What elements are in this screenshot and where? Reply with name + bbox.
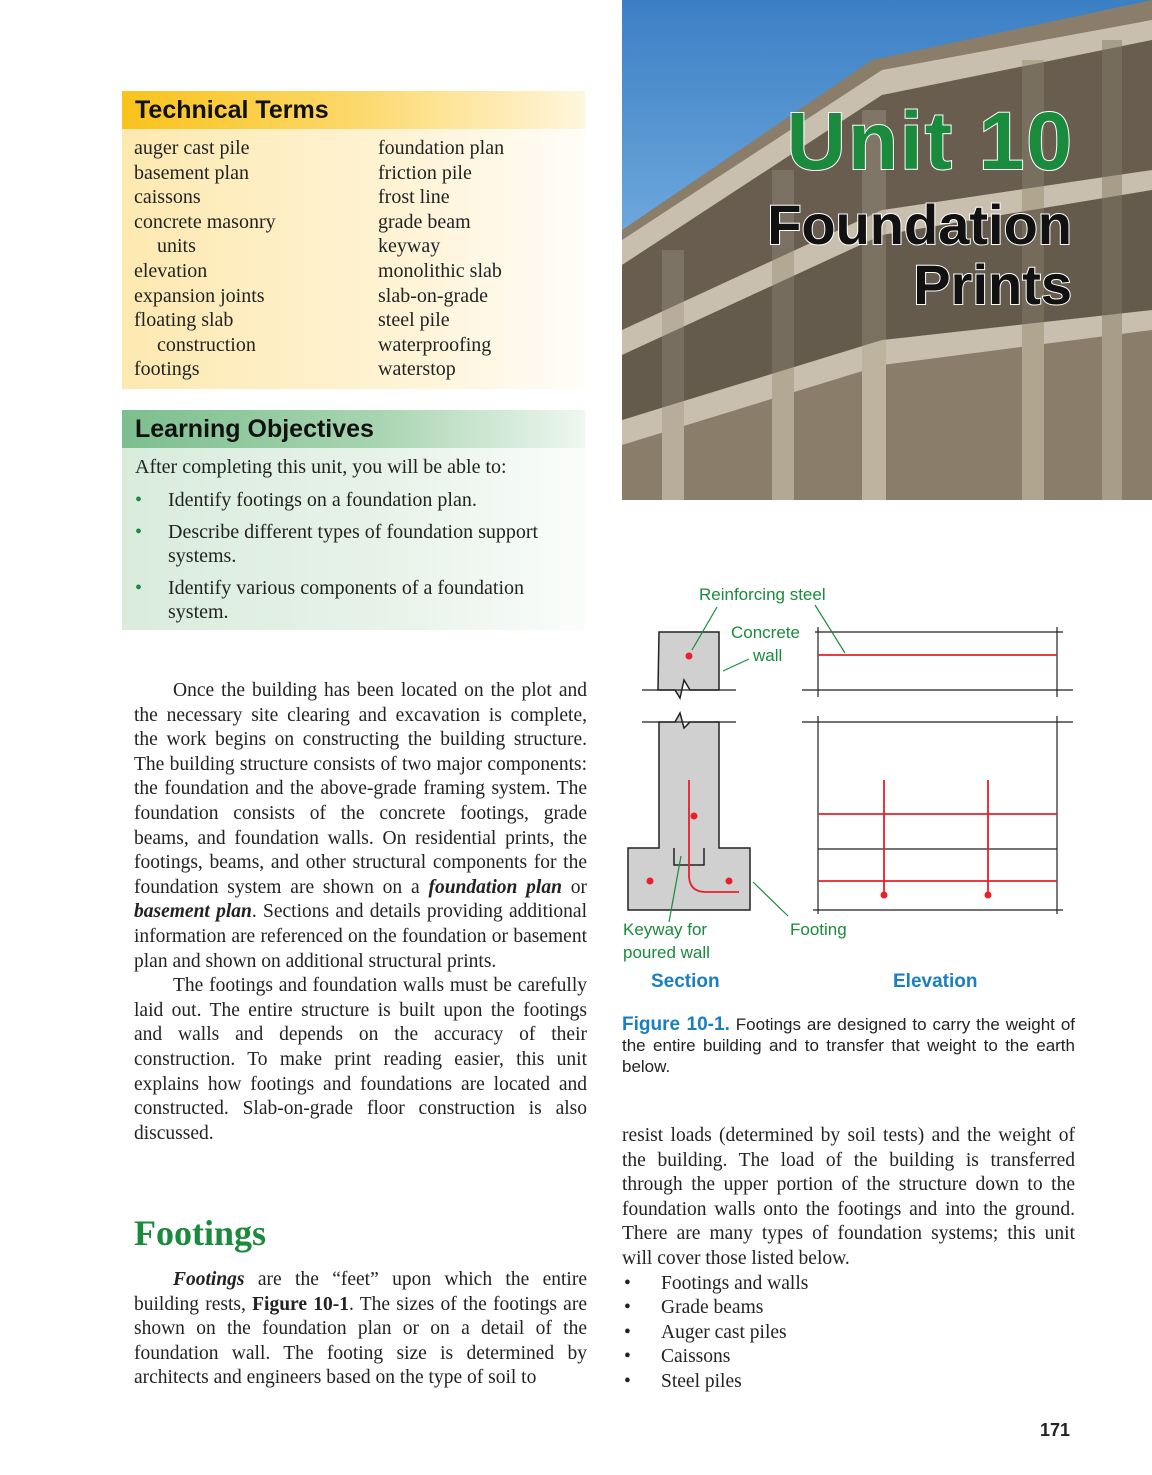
term: floating slab bbox=[134, 309, 234, 332]
list-item: • Auger cast piles bbox=[624, 1321, 787, 1343]
label-keyway: Keyway for bbox=[623, 920, 708, 939]
term: expansion joints bbox=[134, 284, 265, 307]
figure-10-1-diagram bbox=[620, 580, 1080, 1000]
term-foundation-plan: foundation plan bbox=[428, 876, 562, 898]
term: concrete masonry bbox=[134, 210, 276, 233]
wall-section-top bbox=[658, 632, 719, 698]
objectives-intro: After completing this unit, you will be able to: bbox=[135, 456, 507, 478]
label-concrete: Concrete bbox=[731, 623, 800, 642]
list-item: • Caissons bbox=[624, 1346, 731, 1368]
label-footing: Footing bbox=[790, 920, 847, 939]
list-item: • Grade beams bbox=[624, 1297, 764, 1319]
figure-label: Figure 10-1. bbox=[622, 1014, 730, 1035]
figure-caption: Figure 10-1. Footings are designed to carry the weight of the entire building and to transfer that weight to the earth below. bbox=[622, 1014, 1075, 1076]
figure-reference[interactable]: Figure 10-1 bbox=[252, 1293, 349, 1315]
label-poured-wall: poured wall bbox=[623, 943, 710, 962]
label-section: Section bbox=[651, 971, 720, 992]
term: monolithic slab bbox=[378, 259, 502, 282]
term: construction bbox=[157, 333, 256, 356]
term: units bbox=[157, 235, 196, 258]
bullet-icon: • bbox=[135, 577, 143, 599]
term: friction pile bbox=[378, 161, 472, 184]
section-heading-footings: Footings bbox=[134, 1213, 267, 1253]
term: waterproofing bbox=[378, 333, 492, 356]
term: keyway bbox=[378, 235, 441, 258]
term: auger cast pile bbox=[134, 137, 250, 159]
body-column-left bbox=[134, 679, 587, 1146]
objective-item: • Identify various components of a foundation system. bbox=[135, 577, 525, 623]
term: frost line bbox=[378, 186, 450, 209]
label-wall: wall bbox=[753, 646, 783, 665]
term: footings bbox=[134, 358, 200, 381]
body-column-right bbox=[622, 1124, 1075, 1395]
term: elevation bbox=[134, 259, 208, 282]
bullet-icon: • bbox=[135, 521, 143, 543]
list-item: • Footings and walls bbox=[624, 1272, 809, 1294]
learning-objectives-heading: Learning Objectives bbox=[122, 410, 585, 448]
term: grade beam bbox=[378, 210, 471, 233]
term: caissons bbox=[134, 186, 201, 209]
term: steel pile bbox=[378, 309, 450, 332]
bullet-icon: • bbox=[135, 489, 143, 511]
term: foundation plan bbox=[378, 137, 505, 159]
term-basement-plan: basement plan bbox=[134, 901, 252, 923]
page-number: 171 bbox=[1040, 1420, 1071, 1440]
term: slab-on-grade bbox=[378, 284, 488, 307]
term: waterstop bbox=[378, 358, 456, 381]
list-item: • Steel piles bbox=[624, 1370, 742, 1392]
paragraph: The footings and foundation walls must be carefully laid out. The entire structure is built upon the footings and walls and depends on the accuracy of their construction. To make print reading easier, this unit explains how footings and foundations are located and constructed. Slab-on-grade floor construction is also discussed. bbox=[134, 975, 587, 1144]
learning-objectives-box bbox=[122, 410, 585, 630]
paragraph: Once the building has been located on the plot and the necessary site clearing and excavation is complete, the work begins on constructing the building structure. The building structure consists of two major components: the foundation and the above-grade framing system. The foundation consists of the concrete footings, grade beams, and foundation walls. On residential prints, the footings, beams, and other structural components for the foundation system are shown on a foundation plan or basement plan. Sections and details providing additional information are referenced on the foundation or basement plan and shown on additional structural prints. bbox=[134, 680, 587, 972]
objective-item: • Identify footings on a foundation plan. bbox=[135, 489, 477, 511]
paragraph: Footings are the “feet” upon which the entire building rests, Figure 10-1. The sizes of the footings are shown on the foundation plan or on a detail of the foundation wall. The footing size is determined by architects and engineers based on the type of soil to bbox=[134, 1269, 587, 1389]
unit-number: Unit 10 bbox=[786, 96, 1074, 187]
technical-terms-box bbox=[122, 91, 585, 389]
objective-item: • Describe different types of foundation support systems. bbox=[135, 521, 539, 567]
label-elevation: Elevation bbox=[893, 971, 978, 992]
technical-terms-heading: Technical Terms bbox=[122, 91, 585, 129]
body-column-left-lower bbox=[134, 1268, 587, 1391]
unit-title-line2: Prints bbox=[913, 253, 1072, 316]
term: basement plan bbox=[134, 161, 249, 184]
label-reinforcing-steel: Reinforcing steel bbox=[699, 585, 826, 604]
paragraph: resist loads (determined by soil tests) and the weight of the building. The load of the building is transferred through the upper portion of the structure down to the foundation walls onto the footings and into the ground. There are many types of foundation systems; this unit will cover those listed below. bbox=[622, 1125, 1075, 1269]
foundation-systems-list bbox=[622, 1272, 1075, 1395]
building-photo bbox=[622, 0, 1152, 500]
unit-title-line1: Foundation bbox=[767, 193, 1072, 256]
